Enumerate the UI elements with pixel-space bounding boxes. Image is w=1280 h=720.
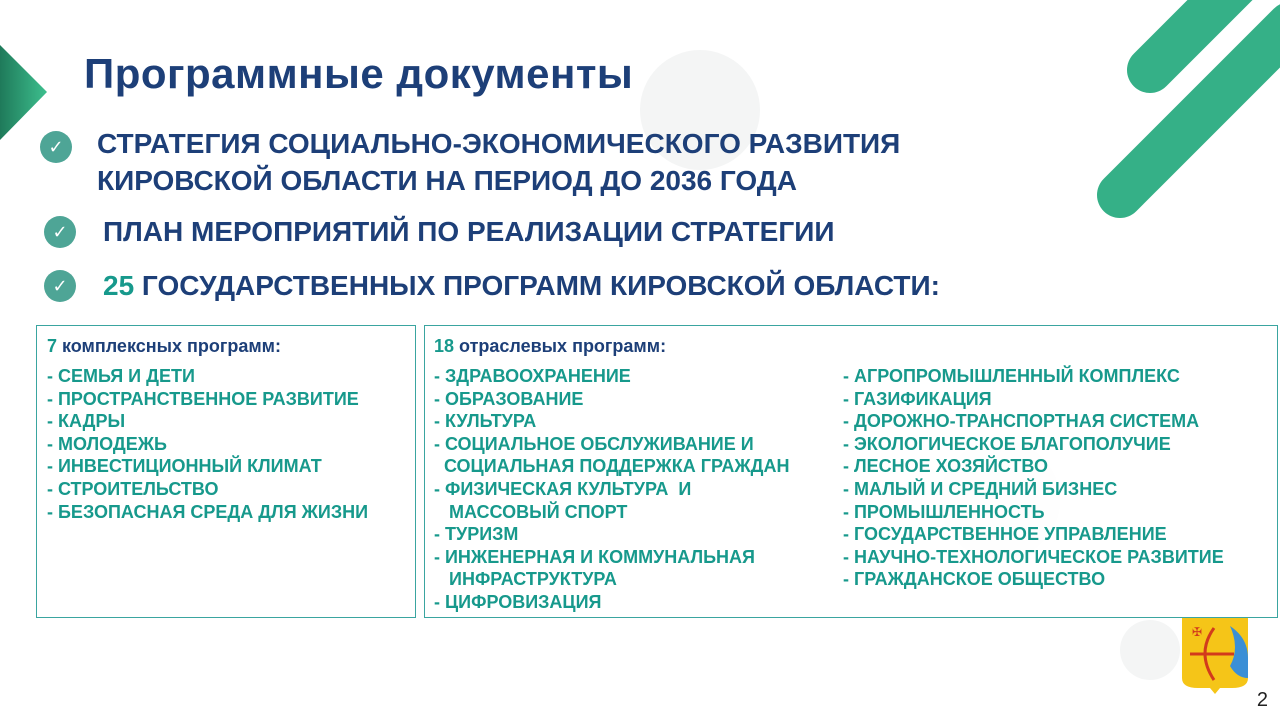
- program-item: - ЦИФРОВИЗАЦИЯ: [434, 592, 602, 612]
- bullet-line: КИРОВСКОЙ ОБЛАСТИ НА ПЕРИОД ДО 2036 ГОДА: [97, 165, 797, 196]
- check-icon: ✓: [40, 131, 72, 163]
- program-item: - ПРОМЫШЛЕННОСТЬ: [843, 501, 1045, 522]
- program-item: МАССОВЫЙ СПОРТ: [434, 501, 628, 522]
- bullet-plan: ПЛАН МЕРОПРИЯТИЙ ПО РЕАЛИЗАЦИИ СТРАТЕГИИ: [103, 216, 835, 247]
- bullet-programs: [103, 267, 940, 304]
- page-number: 2: [1256, 689, 1268, 711]
- program-item: - ФИЗИЧЕСКАЯ КУЛЬТУРА И: [434, 479, 692, 499]
- program-item: - ПРОСТРАНСТВЕННОЕ РАЗВИТИЕ: [47, 388, 359, 409]
- svg-text:✠: ✠: [1192, 625, 1203, 639]
- bullet-text: ГОСУДАРСТВЕННЫХ ПРОГРАММ КИРОВСКОЙ ОБЛАСТИ:: [134, 270, 940, 301]
- program-item: - ЛЕСНОЕ ХОЗЯЙСТВО: [843, 456, 1048, 477]
- program-item: - ИНВЕСТИЦИОННЫЙ КЛИМАТ: [47, 456, 322, 477]
- bullet-line: СТРАТЕГИЯ СОЦИАЛЬНО-ЭКОНОМИЧЕСКОГО РАЗВИТИЯ: [97, 128, 901, 159]
- program-item: - ГАЗИФИКАЦИЯ: [843, 388, 992, 409]
- program-item: - ГОСУДАРСТВЕННОЕ УПРАВЛЕНИЕ: [843, 524, 1167, 545]
- program-item: - ОБРАЗОВАНИЕ: [434, 388, 584, 409]
- program-item: - СОЦИАЛЬНОЕ ОБСЛУЖИВАНИЕ И: [434, 433, 754, 454]
- program-item: - МОЛОДЕЖЬ: [47, 433, 167, 454]
- program-item: - ЭКОЛОГИЧЕСКОЕ БЛАГОПОЛУЧИЕ: [843, 433, 1171, 454]
- program-item: - АГРОПРОМЫШЛЕННЫЙ КОМПЛЕКС: [843, 366, 1180, 386]
- program-item: - НАУЧНО-ТЕХНОЛОГИЧЕСКОЕ РАЗВИТИЕ: [843, 546, 1224, 567]
- program-item: - БЕЗОПАСНАЯ СРЕДА ДЛЯ ЖИЗНИ: [47, 501, 369, 522]
- program-item: - КАДРЫ: [47, 411, 126, 432]
- program-item: - КУЛЬТУРА: [434, 411, 537, 432]
- program-item: СОЦИАЛЬНАЯ ПОДДЕРЖКА ГРАЖДАН: [434, 456, 790, 477]
- complex-header: 7 комплексных программ:: [47, 336, 281, 356]
- program-item: - СТРОИТЕЛЬСТВО: [47, 479, 219, 499]
- program-item: - ГРАЖДАНСКОЕ ОБЩЕСТВО: [843, 569, 1106, 590]
- sectoral-header: 18 отраслевых программ:: [434, 336, 667, 356]
- program-item: ИНФРАСТРУКТУРА: [434, 569, 617, 590]
- page-title: Программные документы: [84, 50, 634, 97]
- check-icon: ✓: [44, 270, 76, 302]
- program-item: - МАЛЫЙ И СРЕДНИЙ БИЗНЕС: [843, 479, 1118, 499]
- program-item: - ДОРОЖНО-ТРАНСПОРТНАЯ СИСТЕМА: [843, 411, 1200, 432]
- program-item: - ТУРИЗМ: [434, 524, 519, 545]
- check-icon: ✓: [44, 216, 76, 248]
- programs-count: 25: [103, 270, 135, 301]
- bullet-strategy: [97, 125, 900, 199]
- program-item: - СЕМЬЯ И ДЕТИ: [47, 366, 195, 386]
- kirov-coat-of-arms: [1182, 618, 1248, 694]
- program-item: - ЗДРАВООХРАНЕНИЕ: [434, 366, 631, 386]
- program-item: - ИНЖЕНЕРНАЯ И КОММУНАЛЬНАЯ: [434, 546, 755, 567]
